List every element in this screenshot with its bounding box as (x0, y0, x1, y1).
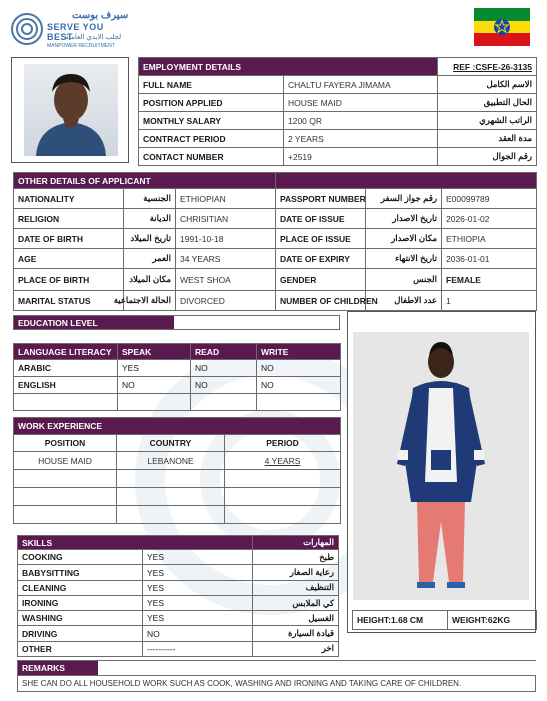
full-body-photo (353, 332, 529, 600)
gender-ar: الجنس (366, 269, 442, 291)
contract-value: 2 YEARS (284, 130, 438, 148)
lang-empty (14, 394, 118, 411)
lang-header-literacy: LANGUAGE LITERACY (14, 344, 118, 360)
position-label: POSITION APPLIED (139, 94, 284, 112)
logo-mark-icon (10, 12, 44, 46)
work-header-country: COUNTRY (117, 435, 225, 452)
contact-label: CONTACT NUMBER (139, 148, 284, 166)
lang-empty-read (191, 394, 257, 411)
skill-cooking-ar: طبخ (253, 550, 339, 565)
salary-value: 1200 QR (284, 112, 438, 130)
nationality-ar: الجنسية (124, 189, 176, 209)
birthplace-value: WEST SHOA (176, 269, 276, 291)
weight-value: WEIGHT:62KG (448, 611, 537, 630)
logo-tagline: MANPOWER RECRUITMENT (47, 43, 115, 49)
lang-empty-write (257, 394, 341, 411)
lang-arabic: ARABIC (14, 360, 118, 377)
work-empty-2c (225, 488, 341, 506)
work-header-period: PERIOD (225, 435, 341, 452)
gender-value: FEMALE (442, 269, 537, 291)
skill-driving-ar: قيادة السيارة (253, 626, 339, 641)
employment-details (138, 57, 536, 165)
birthplace-ar: مكان الميلاد (124, 269, 176, 291)
skill-driving: DRIVING (18, 626, 143, 641)
skill-cleaning: CLEANING (18, 580, 143, 595)
work-empty-1c (225, 470, 341, 488)
logo-arabic: سيرف بوست (72, 10, 129, 21)
skill-ironing-ar: كي الملابس (253, 595, 339, 610)
issue-place-ar: مكان الاصدار (366, 229, 442, 249)
marital-ar: الحالة الاجتماعية (124, 291, 176, 311)
marital-value: DIVORCED (176, 291, 276, 311)
education-level (13, 315, 340, 330)
skill-ironing-value: YES (143, 595, 253, 610)
remarks-section (17, 660, 536, 691)
children-value: 1 (442, 291, 537, 311)
work-empty-1a (14, 470, 117, 488)
full-name-label: FULL NAME (139, 76, 284, 94)
skills-title: SKILLS (18, 536, 253, 550)
position-value: HOUSE MAID (284, 94, 438, 112)
children-ar: عدد الاطفال (366, 291, 442, 311)
age-value: 34 YEARS (176, 249, 276, 269)
flag-star-icon (493, 18, 511, 36)
work-empty-3a (14, 506, 117, 524)
height-value: HEIGHT:1.68 CM (353, 611, 448, 630)
contract-ar: مدة العقد (438, 130, 537, 148)
dob-value: 1991-10-18 (176, 229, 276, 249)
skill-driving-value: NO (143, 626, 253, 641)
full-body-photo-frame (347, 311, 536, 633)
reference-number: REF :CSFE-26-3135 (438, 58, 537, 76)
salary-ar: الراتب الشهري (438, 112, 537, 130)
skills-title-ar: المهارات (253, 536, 339, 550)
skill-washing-value: YES (143, 611, 253, 626)
work-empty-2b (117, 488, 225, 506)
skill-babysitting: BABYSITTING (18, 565, 143, 580)
issue-date-label: DATE OF ISSUE (276, 209, 366, 229)
age-label: AGE (14, 249, 124, 269)
contact-ar: رقم الجوال (438, 148, 537, 166)
work-position: HOUSE MAID (14, 452, 117, 470)
work-experience (13, 417, 340, 523)
applicant-portrait (11, 57, 129, 163)
skill-cooking: COOKING (18, 550, 143, 565)
skill-babysitting-ar: رعاية الصغار (253, 565, 339, 580)
work-title: WORK EXPERIENCE (14, 418, 340, 434)
dob-ar: تاريخ الميلاد (124, 229, 176, 249)
full-name-value: CHALTU FAYERA JIMAMA (284, 76, 438, 94)
age-ar: العمر (124, 249, 176, 269)
skill-cooking-value: YES (143, 550, 253, 565)
lang-english: ENGLISH (14, 377, 118, 394)
children-label: NUMBER OF CHILDREN (276, 291, 366, 311)
employment-title: EMPLOYMENT DETAILS (139, 58, 438, 76)
issue-date-value: 2026-01-02 (442, 209, 537, 229)
work-header-position: POSITION (14, 435, 117, 452)
lang-arabic-read: NO (191, 360, 257, 377)
passport-ar: رقم جواز السفر (366, 189, 442, 209)
skill-cleaning-ar: التنظيف (253, 580, 339, 595)
education-title: EDUCATION LEVEL (14, 316, 174, 329)
expiry-ar: تاريخ الانتهاء (366, 249, 442, 269)
skill-other: OTHER (18, 641, 143, 656)
position-ar: الحال التطبيق (438, 94, 537, 112)
gender-label: GENDER (276, 269, 366, 291)
lang-english-read: NO (191, 377, 257, 394)
logo-name: SERVE YOU BEST (47, 22, 104, 42)
lang-header-write: WRITE (257, 344, 341, 360)
nationality-value: ETHIOPIAN (176, 189, 276, 209)
passport-label: PASSPORT NUMBER (276, 189, 366, 209)
lang-english-write: NO (257, 377, 341, 394)
other-title: OTHER DETAILS OF APPLICANT (14, 173, 276, 189)
lang-arabic-write: NO (257, 360, 341, 377)
remarks-text: SHE CAN DO ALL HOUSEHOLD WORK SUCH AS COOK, WASHING AND IRONING AND TAKING CARE OF CHILDREN. (18, 676, 536, 692)
contact-value: +2519 (284, 148, 438, 166)
lang-header-speak: SPEAK (118, 344, 191, 360)
religion-label: RELIGION (14, 209, 124, 229)
skill-washing: WASHING (18, 611, 143, 626)
marital-label: MARITAL STATUS (14, 291, 124, 311)
other-details (13, 172, 536, 310)
skill-cleaning-value: YES (143, 580, 253, 595)
skill-ironing: IRONING (18, 595, 143, 610)
work-empty-2a (14, 488, 117, 506)
remarks-title: REMARKS (18, 661, 98, 675)
lang-empty-speak (118, 394, 191, 411)
skills-table (17, 535, 338, 657)
birthplace-label: PLACE OF BIRTH (14, 269, 124, 291)
work-empty-3b (117, 506, 225, 524)
expiry-value: 2036-01-01 (442, 249, 537, 269)
lang-arabic-speak: YES (118, 360, 191, 377)
lang-english-speak: NO (118, 377, 191, 394)
dob-label: DATE OF BIRTH (14, 229, 124, 249)
salary-label: MONTHLY SALARY (139, 112, 284, 130)
ethiopia-flag (474, 8, 530, 46)
religion-value: CHRISITIAN (176, 209, 276, 229)
work-country: LEBANONE (117, 452, 225, 470)
body-stats (352, 610, 536, 630)
nationality-label: NATIONALITY (14, 189, 124, 209)
issue-place-value: ETHIOPIA (442, 229, 537, 249)
skill-other-value: ---------- (143, 641, 253, 656)
language-table (13, 343, 340, 411)
portrait-photo (24, 64, 118, 156)
issue-date-ar: تاريخ الاصدار (366, 209, 442, 229)
lang-header-read: READ (191, 344, 257, 360)
passport-value: E00099789 (442, 189, 537, 209)
work-period: 4 YEARS (225, 452, 341, 470)
company-logo (10, 10, 130, 52)
work-empty-3c (225, 506, 341, 524)
religion-ar: الديانة (124, 209, 176, 229)
contract-label: CONTRACT PERIOD (139, 130, 284, 148)
issue-place-label: PLACE OF ISSUE (276, 229, 366, 249)
skill-other-ar: اخر (253, 641, 339, 656)
logo-arabic-sub: لجلب الايدي العاملة (65, 34, 122, 41)
skill-babysitting-value: YES (143, 565, 253, 580)
full-name-ar: الاسم الكامل (438, 76, 537, 94)
skill-washing-ar: الغسيل (253, 611, 339, 626)
expiry-label: DATE OF EXPIRY (276, 249, 366, 269)
work-empty-1b (117, 470, 225, 488)
